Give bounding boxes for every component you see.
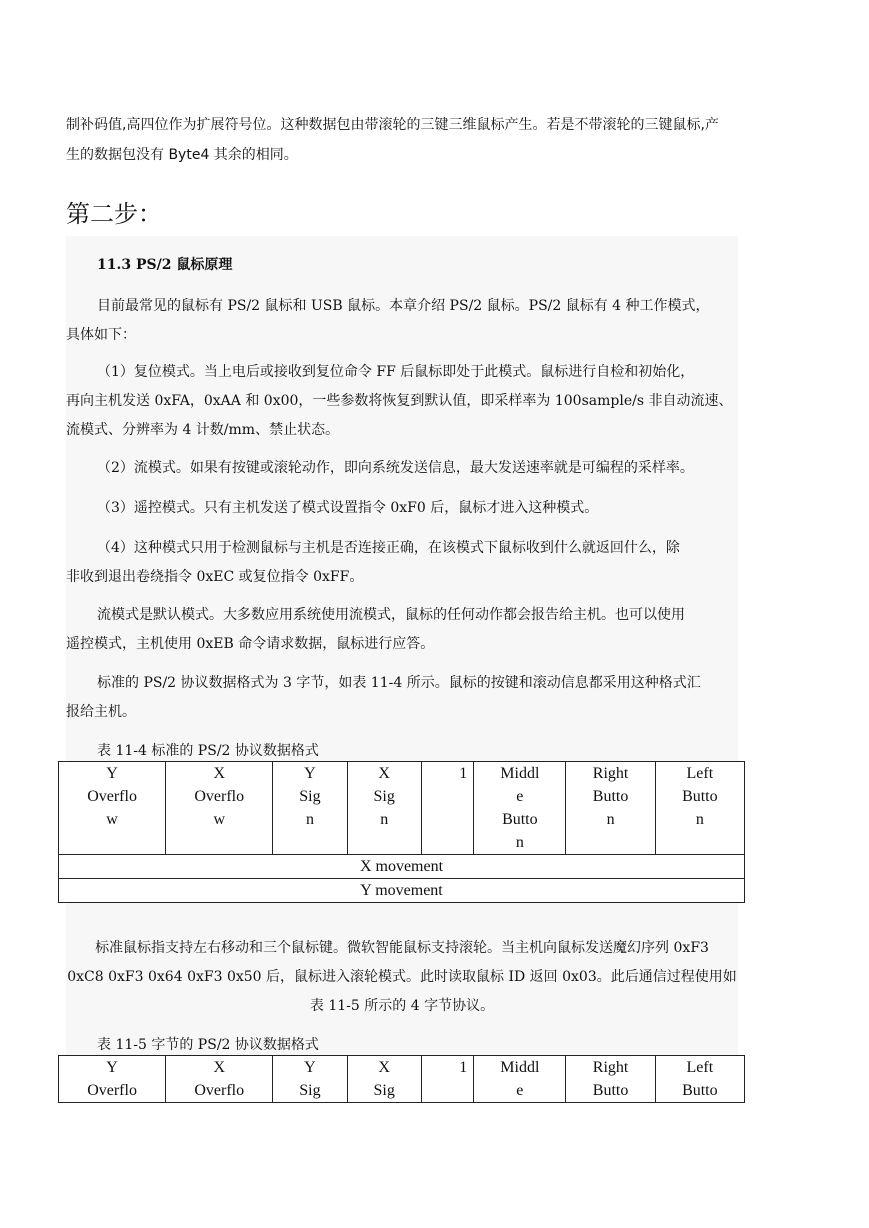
y-movement-cell: Y movement (59, 879, 745, 903)
table-row (59, 855, 745, 879)
text-line: 遥控模式，主机使用 0xEB 命令请求数据，鼠标进行应答。 (66, 636, 435, 652)
text-line: 具体如下： (66, 327, 136, 343)
bit-cell: X Overflo (166, 1056, 273, 1103)
x-movement-cell: X movement (59, 855, 745, 879)
bit-cell: Middl e (474, 1056, 566, 1103)
text-line: 报给主机。 (66, 704, 136, 720)
text-line: 非收到退出卷绕指令 0xEC 或复位指令 0xFF。 (66, 569, 364, 585)
table-caption: 表 11-5 字节的 PS/2 协议数据格式 (97, 1037, 319, 1053)
intro-line: 制补码值,高四位作为扩展符号位。这种数据包由带滚轮的三键三维鼠标产生。若是不带滚轮的三键鼠标,产 (66, 117, 719, 133)
bit-cell: X Overflo w (166, 762, 273, 855)
bit-cell: 1 (421, 1056, 473, 1103)
bit-cell: X Sig (347, 1056, 421, 1103)
table-row (59, 1056, 745, 1103)
text-line: 目前最常见的鼠标有 PS/2 鼠标和 USB 鼠标。本章介绍 PS/2 鼠标。PS/2 鼠标有 4 种工作模式， (97, 298, 710, 314)
text-line: 标准的 PS/2 协议数据格式为 3 字节，如表 11-4 所示。鼠标的按键和滚动信息都采用这种格式汇 (97, 675, 701, 691)
paragraph-wheel-mode (66, 934, 738, 1021)
bit-cell: Left Butto n (655, 762, 744, 855)
protocol-table-3byte (58, 761, 745, 903)
bit-cell: Y Sig n (273, 762, 347, 855)
paragraph-format (66, 669, 738, 727)
text-line: （1）复位模式。当上电后或接收到复位命令 FF 后鼠标即处于此模式。鼠标进行自检和初始化， (97, 364, 695, 380)
text-line: （2）流模式。如果有按键或滚轮动作，即向系统发送信息，最大发送速率就是可编程的采样率。 (97, 460, 694, 476)
intro-text (66, 110, 746, 170)
bit-cell: 1 (421, 762, 473, 855)
bit-cell: Y Overflo (59, 1056, 166, 1103)
bit-cell: Middl e Butto n (474, 762, 566, 855)
bit-cell: Y Sig (273, 1056, 347, 1103)
bit-cell: Right Butto (566, 1056, 655, 1103)
text-line: 0xC8 0xF3 0x64 0xF3 0x50 后，鼠标进入滚轮模式。此时读取鼠标 ID 返回 0x03。此后通信过程使用如 (67, 969, 737, 985)
bit-cell: Left Butto (655, 1056, 744, 1103)
text-line: 流模式是默认模式。大多数应用系统使用流模式，鼠标的任何动作都会报告给主机。也可以使用 (97, 607, 685, 623)
text-line: 流模式、分辨率为 4 计数/mm、禁止状态。 (66, 422, 340, 438)
text-line: 再向主机发送 0xFA，0xAA 和 0x00，一些参数将恢复到默认值，即采样率为 100sample/s 非自动流速、 (66, 393, 733, 409)
bit-cell: Right Butto n (566, 762, 655, 855)
paragraph-default-mode (66, 601, 738, 659)
table-row (59, 879, 745, 903)
protocol-table-4byte (58, 1055, 745, 1103)
bit-cell: X Sig n (347, 762, 421, 855)
intro-line: 生的数据包没有 Byte4 其余的相同。 (66, 147, 298, 163)
text-line: 标准鼠标指支持左右移动和三个鼠标键。微软智能鼠标支持滚轮。当主机向鼠标发送魔幻序列 0xF3 (95, 940, 709, 956)
text-line: 表 11-5 所示的 4 字节协议。 (309, 998, 495, 1014)
table-caption: 表 11-4 标准的 PS/2 协议数据格式 (97, 743, 319, 759)
paragraph-wrap-mode (66, 534, 738, 592)
bit-cell: Y Overflo w (59, 762, 166, 855)
table-row (59, 762, 745, 855)
paragraph-intro (66, 292, 738, 350)
step-heading: 第二步： (66, 200, 162, 228)
section-title: 11.3 PS/2 鼠标原理 (97, 257, 233, 273)
text-line: （4）这种模式只用于检测鼠标与主机是否连接正确，在该模式下鼠标收到什么就返回什么，除 (97, 540, 680, 556)
paragraph-stream-mode (66, 454, 738, 483)
paragraph-remote-mode (66, 494, 738, 523)
paragraph-reset-mode (66, 358, 738, 445)
text-line: （3）遥控模式。只有主机发送了模式设置指令 0xF0 后，鼠标才进入这种模式。 (97, 500, 599, 516)
